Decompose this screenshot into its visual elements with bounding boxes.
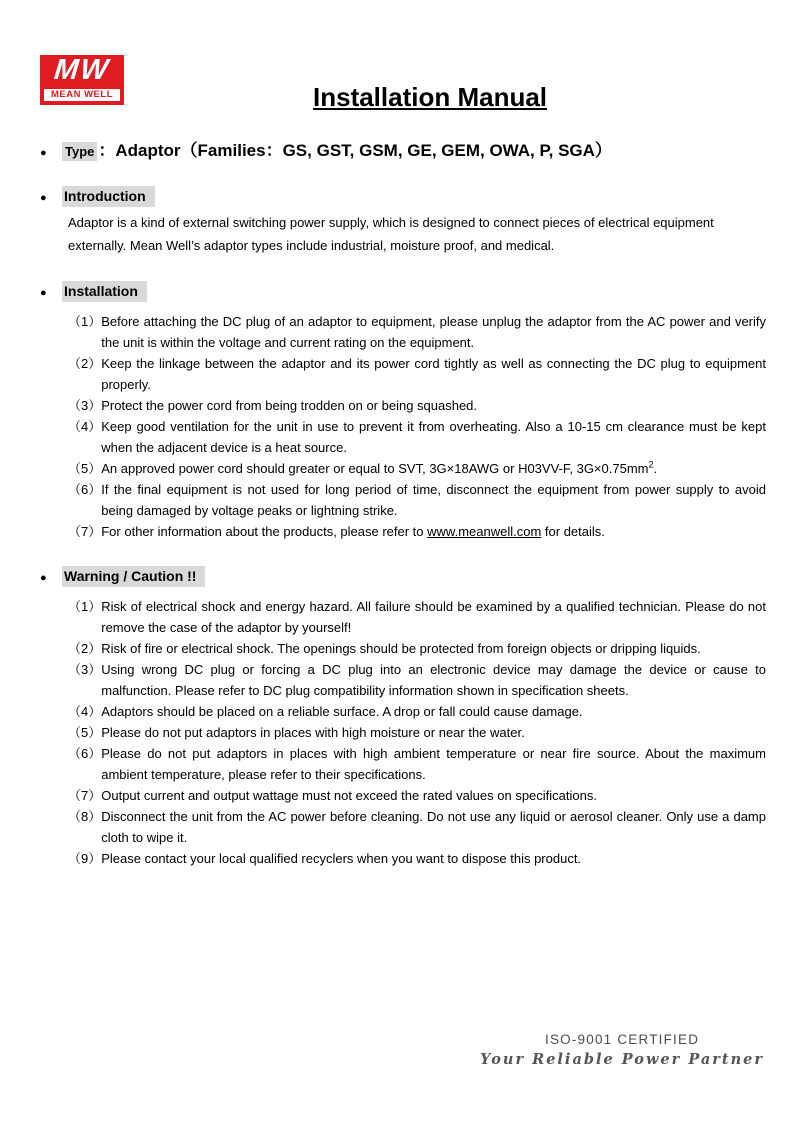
- item-text: Using wrong DC plug or forcing a DC plug into an electronic device may damage the device or cause to malfunction. Please refer to DC plug compatibility information shown in specification sheets.: [101, 662, 766, 698]
- installation-items: [40, 311, 766, 542]
- list-item: [68, 353, 766, 395]
- list-item: [68, 806, 766, 848]
- item-number: （2）: [68, 641, 102, 656]
- item-number: （4）: [68, 419, 102, 434]
- warning-heading-row: [40, 566, 766, 587]
- footer: [480, 1031, 764, 1070]
- item-number: （3）: [68, 398, 102, 413]
- section-warning: [40, 566, 766, 869]
- list-item: [68, 479, 766, 521]
- meanwell-logo: [40, 55, 124, 105]
- type-line-text: [62, 136, 612, 161]
- bullet-icon: ●: [40, 147, 47, 159]
- introduction-heading: Introduction: [62, 186, 155, 207]
- item-text: If the final equipment is not used for long period of time, disconnect the equipment from power supply to avoid being damaged by voltage peaks or lightning strike.: [101, 482, 766, 518]
- bullet-icon: ●: [40, 287, 47, 299]
- item-text-prefix: An approved power cord should greater or equal to SVT, 3G×18AWG or H03VV-F, 3G×0.75mm: [101, 461, 649, 476]
- list-item: [68, 722, 766, 743]
- section-installation: [40, 281, 766, 542]
- document-content: [40, 136, 766, 893]
- bullet-icon: ●: [40, 572, 47, 584]
- item-number: （9）: [68, 851, 102, 866]
- item-number: （5）: [68, 725, 102, 740]
- item-number: （1）: [68, 599, 102, 614]
- list-item: [68, 659, 766, 701]
- item-text: Adaptors should be placed on a reliable surface. A drop or fall could cause damage.: [101, 704, 583, 719]
- list-item: [68, 743, 766, 785]
- list-item: [68, 596, 766, 638]
- list-item: [68, 395, 766, 416]
- item-number: （5）: [68, 461, 102, 476]
- section-introduction: [40, 186, 766, 257]
- list-item: [68, 848, 766, 869]
- item-number: （3）: [68, 662, 102, 677]
- installation-heading-row: [40, 281, 766, 302]
- item-text-suffix: .: [653, 461, 658, 476]
- page-title: Installation Manual: [313, 82, 548, 112]
- type-label: Type: [62, 142, 97, 161]
- item-text-prefix: For other information about the products, please refer to: [101, 524, 428, 539]
- item-text: [101, 521, 766, 542]
- introduction-body: Adaptor is a kind of external switching power supply, which is designed to connect pieces of electrical equipment externally. Mean Well’s adaptor types include industrial, moisture proof, and medical.: [68, 215, 714, 253]
- bullet-icon: ●: [40, 192, 47, 204]
- item-number: （7）: [68, 788, 102, 803]
- item-text: Please do not put adaptors in places with high ambient temperature or near fire source. About the maximum ambient temperature, please refer to their specifications.: [101, 746, 766, 782]
- list-item: [68, 521, 766, 542]
- superscript: 2: [648, 459, 654, 470]
- warning-heading: Warning / Caution !!: [62, 566, 205, 587]
- item-text: Keep good ventilation for the unit in use to prevent it from overheating. Also a 10-15 cm clearance must be kept when the adjacent device is a heat source.: [101, 419, 766, 455]
- list-item: [68, 311, 766, 353]
- item-text: [101, 458, 766, 479]
- item-text: Before attaching the DC plug of an adaptor to equipment, please unplug the adaptor from the AC power and verify the unit is within the voltage and current rating on the equipment.: [101, 314, 766, 350]
- list-item: [68, 416, 766, 458]
- item-number: （1）: [68, 314, 102, 329]
- item-text: Disconnect the unit from the AC power before cleaning. Do not use any liquid or aerosol cleaner. Only use a damp cloth to wipe it.: [101, 809, 766, 845]
- item-text: Risk of fire or electrical shock. The openings should be protected from foreign objects or dripping liquids.: [101, 641, 701, 656]
- list-item: [68, 785, 766, 806]
- logo-brand-name: MEAN WELL: [44, 89, 120, 101]
- item-text: Please contact your local qualified recyclers when you want to dispose this product.: [101, 851, 582, 866]
- logo-mw-monogram: MW: [52, 54, 112, 86]
- slogan-text: Your Reliable Power Partner: [480, 1051, 764, 1068]
- item-number: （4）: [68, 704, 102, 719]
- type-value: ：Adaptor（Families：GS, GST, GSM, GE, GEM, OWA, P, SGA）: [98, 141, 612, 160]
- item-number: （8）: [68, 809, 102, 824]
- item-text-suffix: for details.: [541, 524, 605, 539]
- item-number: （6）: [68, 482, 102, 497]
- item-text: Output current and output wattage must not exceed the rated values on specifications.: [101, 788, 597, 803]
- item-text: Protect the power cord from being trodden on or being squashed.: [101, 398, 478, 413]
- item-number: （6）: [68, 746, 102, 761]
- list-item: [68, 458, 766, 479]
- meanwell-website-link[interactable]: www.meanwell.com: [427, 524, 542, 539]
- iso-certified-text: ISO-9001 CERTIFIED: [545, 1032, 700, 1047]
- type-line: [40, 136, 766, 162]
- item-number: （2）: [68, 356, 102, 371]
- item-text: Keep the linkage between the adaptor and its power cord tightly as well as connecting the DC plug to equipment properly.: [101, 356, 766, 392]
- installation-heading: Installation: [62, 281, 147, 302]
- warning-items: [40, 596, 766, 869]
- item-text: Please do not put adaptors in places with high moisture or near the water.: [101, 725, 525, 740]
- list-item: [68, 638, 766, 659]
- introduction-heading-row: [40, 186, 766, 207]
- list-item: [68, 701, 766, 722]
- item-text: Risk of electrical shock and energy hazard. All failure should be examined by a qualified technician. Please do not remove the case of the adaptor by yourself!: [101, 599, 766, 635]
- item-number: （7）: [68, 524, 102, 539]
